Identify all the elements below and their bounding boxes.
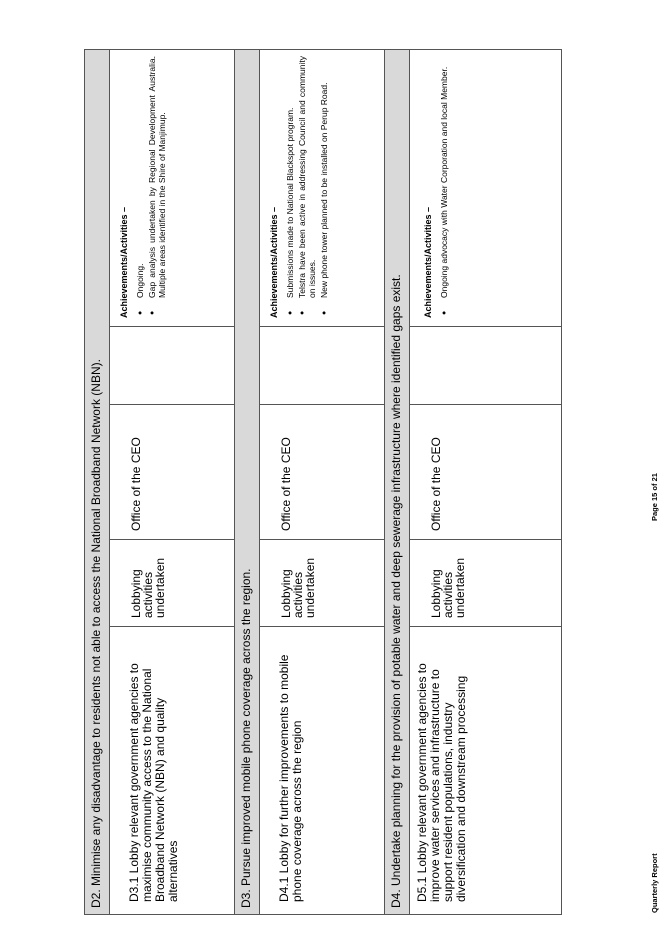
- list-item: ● Gap analysis undertaken by Regional Development Australia. Multiple areas identified in the Shire of Manjimup.: [148, 56, 167, 298]
- table-row: [110, 50, 235, 915]
- list-item: ● Submissions made to National Blackspot program.: [286, 56, 296, 298]
- achievements-cell: [260, 50, 385, 327]
- achievements-title: Achievements/Activities –: [269, 206, 279, 318]
- section-heading-row: [85, 50, 110, 915]
- list-item: ● Ongoing advocacy with Water Corporation and local Member.: [440, 56, 450, 298]
- objective-cell: D4.1 Lobby for further improvements to mobile phone coverage across the region: [260, 627, 385, 915]
- list-item: ● Ongoing.: [136, 56, 146, 298]
- responsibility-cell: Office of the CEO: [410, 405, 562, 540]
- table-row: [260, 50, 385, 915]
- report-table: [84, 49, 562, 915]
- achievements-title: Achievements/Activities –: [423, 206, 433, 318]
- achievements-list: [440, 56, 450, 318]
- achievements-cell: [410, 50, 562, 327]
- activity-cell: Lobbying activities undertaken: [410, 540, 562, 627]
- table-row: [410, 50, 562, 915]
- objective-cell: D3.1 Lobby relevant government agencies to maximise community access to the National Broadband Network (NBN) and quality alternatives: [110, 627, 235, 915]
- list-item: ● New phone tower planned to be installed on Perup Road.: [320, 56, 330, 298]
- achievements-list: [136, 56, 168, 318]
- section-heading: D4. Undertake planning for the provision of potable water and deep sewerage infrastructure where identified gaps exist.: [385, 50, 410, 915]
- responsibility-cell: Office of the CEO: [260, 405, 385, 540]
- achievements-cell: [110, 50, 235, 327]
- section-heading-row: [235, 50, 260, 915]
- responsibility-cell: Office of the CEO: [110, 405, 235, 540]
- section-heading: D3. Pursue improved mobile phone coverage across the region.: [235, 50, 260, 915]
- activity-cell: Lobbying activities undertaken: [260, 540, 385, 627]
- list-item: ● Telstra have been active in addressing Council and community on issues.: [298, 56, 317, 298]
- footer-page-number: Page 15 of 21: [650, 473, 659, 521]
- objective-cell: D5.1 Lobby relevant government agencies to improve water services and infrastructure to support resident populations, industry diversification and downstream processing: [410, 627, 562, 915]
- empty-cell: [260, 327, 385, 405]
- empty-cell: [110, 327, 235, 405]
- section-heading: D2. Minimise any disadvantage to residents not able to access the National Broadband Network (NBN).: [85, 50, 110, 915]
- achievements-list: [286, 56, 330, 318]
- section-heading-row: [385, 50, 410, 915]
- empty-cell: [410, 327, 562, 405]
- achievements-title: Achievements/Activities –: [119, 206, 129, 318]
- footer-report-name: Quarterly Report: [650, 853, 659, 913]
- activity-cell: Lobbying activities undertaken: [110, 540, 235, 627]
